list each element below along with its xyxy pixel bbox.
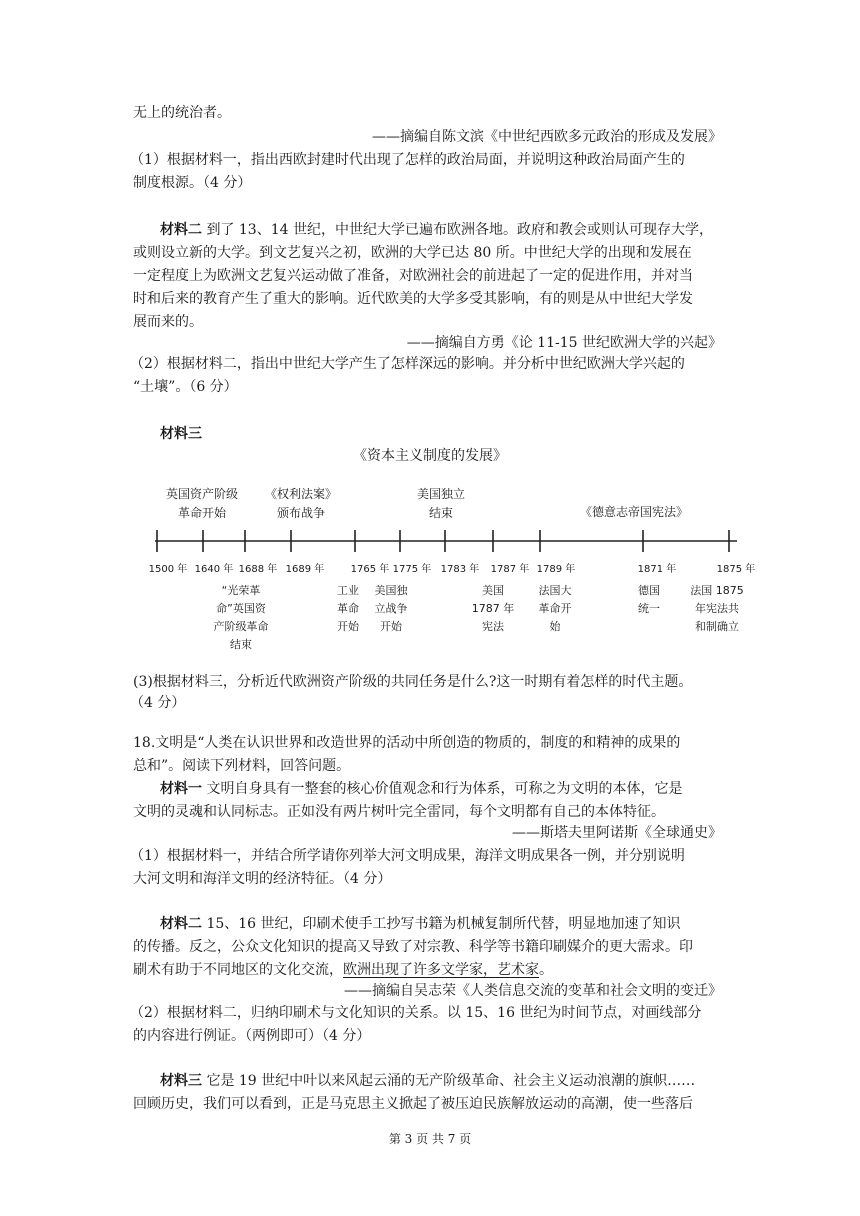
timeline-event-label: “光荣革 xyxy=(221,584,261,597)
question-3-cont: （4 分） xyxy=(130,695,186,711)
material-text: 15、16 世纪，印刷术使手工抄写书籍为机械复制所代替，明显地加速了知识 xyxy=(206,916,681,932)
material-1-line2: 文明的灵魂和认同标志。正如没有两片树叶完全雷同，每个文明都有自己的本体特征。 xyxy=(133,804,665,820)
timeline-year-label: 1775 年 xyxy=(392,564,432,575)
material-2b-line1 xyxy=(160,914,681,934)
timeline-event-label: 年宪法共 xyxy=(695,602,739,615)
material-3b-line2: 回顾历史，我们可以看到，正是马克思主义掀起了被压迫民族解放运动的高潮，使一些落后 xyxy=(133,1096,693,1112)
timeline-event-label: 宪法 xyxy=(482,620,504,633)
timeline-event-label: 革命 xyxy=(337,602,359,615)
material-1-line1 xyxy=(160,779,682,799)
timeline-title: 《资本主义制度的发展》 xyxy=(353,448,507,464)
material-2b-line2: 的传播。反之，公众文化知识的提高又导致了对宗教、科学等书籍印刷媒介的更大需求。印 xyxy=(133,939,693,955)
question-18-1: （1）根据材料一，并结合所学请你列举大河文明成果，海洋文明成果各一例，并分别说明 xyxy=(130,848,685,864)
timeline-event-label: 美国独 xyxy=(374,584,408,597)
timeline-year-label: 1875 年 xyxy=(716,564,756,575)
question-18-intro-cont: 总和”。阅读下列材料，回答问题。 xyxy=(133,758,351,774)
timeline-event-label: 德国 xyxy=(638,584,660,597)
underlined-text: 欧洲出现了许多文学家，艺术家 xyxy=(343,962,539,978)
timeline-event-label: 产阶级革命 xyxy=(213,620,269,633)
material-label: 材料二 xyxy=(160,222,202,238)
timeline-event-label: 开始 xyxy=(380,620,402,633)
timeline-year-label: 1689 年 xyxy=(285,564,325,575)
material-label: 材料三 xyxy=(160,1073,202,1089)
material-label: 材料二 xyxy=(160,916,202,932)
material-text: 。 xyxy=(539,962,553,978)
timeline-event-label: 《权利法案》 xyxy=(264,487,338,501)
material-text: 文明自身具有一整套的核心价值观念和行为体系，可称之为文明的本体，它是 xyxy=(206,781,683,797)
timeline-event-label: 始 xyxy=(549,620,561,633)
timeline-event-label: 英国资产阶级 xyxy=(165,487,239,501)
timeline-event-label: 法国大 xyxy=(538,584,572,597)
question-2-cont: “土壤”。（6 分） xyxy=(133,379,238,395)
material-2-line2: 或则设立新的大学。到文艺复兴之初，欧洲的大学已达 80 所。中世纪大学的出现和发展在 xyxy=(133,245,692,261)
source-citation: ——斯塔夫里阿诺斯《全球通史》 xyxy=(512,825,722,841)
timeline-year-label: 1688 年 xyxy=(238,564,278,575)
timeline-event-label: 命”英国资 xyxy=(216,602,266,615)
material-text: 到了 13、14 世纪，中世纪大学已遍布欧洲各地。政府和教会或则认可现存大学， xyxy=(206,222,713,238)
timeline-event-label: 革命开始 xyxy=(177,506,227,520)
timeline-year-label: 1783 年 xyxy=(440,564,480,575)
question-18-1-cont: 大河文明和海洋文明的经济特征。（4 分） xyxy=(133,871,392,887)
timeline-event-label: 1787 年 xyxy=(471,602,515,615)
timeline-year-label: 1787 年 xyxy=(490,564,530,575)
timeline-event-label: 开始 xyxy=(337,620,359,633)
timeline-year-label: 1871 年 xyxy=(637,564,677,575)
material-2-line5: 展而来的。 xyxy=(133,314,203,330)
timeline-event-label: 法国 1875 xyxy=(690,584,744,597)
material-2-line4: 时和后来的教育产生了重大的影响。近代欧美的大学多受其影响，有的则是从中世纪大学发 xyxy=(133,291,693,307)
timeline-event-label: 颁布战争 xyxy=(276,506,326,520)
text-line: 无上的统治者。 xyxy=(133,105,231,121)
timeline-event-label: 《德意志帝国宪法》 xyxy=(579,505,689,519)
timeline-event-label: 美国 xyxy=(482,584,504,597)
timeline-year-label: 1500 年 xyxy=(148,564,188,575)
question-3: (3)根据材料三，分析近代欧洲资产阶级的共同任务是什么?这一时期有着怎样的时代主题。 xyxy=(133,674,693,690)
timeline-year-label: 1765 年 xyxy=(350,564,390,575)
timeline-event-label: 工业 xyxy=(337,584,359,597)
question-1-cont: 制度根源。（4 分） xyxy=(133,175,252,191)
source-citation: ——摘编自方勇《论 11-15 世纪欧洲大学的兴起》 xyxy=(406,335,722,351)
material-text: 它是 19 世纪中叶以来风起云涌的无产阶级革命、社会主义运动浪潮的旗帜…… xyxy=(206,1073,696,1089)
question-18-2-cont: 的内容进行例证。（两例即可）（4 分） xyxy=(133,1028,371,1044)
timeline-year-label: 1640 年 xyxy=(194,564,234,575)
timeline-event-label: 和制确立 xyxy=(695,620,739,633)
material-label: 材料一 xyxy=(160,781,202,797)
question-18-2: （2）根据材料二，归纳印刷术与文化知识的关系。以 15、16 世纪为时间节点，对画线部分 xyxy=(130,1005,702,1021)
timeline-event-label: 美国独立 xyxy=(416,487,466,501)
material-label: 材料三 xyxy=(160,426,202,442)
timeline-event-label: 结束 xyxy=(428,506,454,520)
question-1: （1）根据材料一，指出西欧封建时代出现了怎样的政治局面，并说明这种政治局面产生的 xyxy=(130,152,685,168)
source-citation: ——摘编自陈文滨《中世纪西欧多元政治的形成及发展》 xyxy=(372,129,722,145)
question-2: （2）根据材料二，指出中世纪大学产生了怎样深远的影响。并分析中世纪欧洲大学兴起的 xyxy=(130,356,685,372)
material-3b-line1 xyxy=(160,1071,695,1091)
material-2b-line3 xyxy=(133,960,553,980)
page-footer: 第 3 页 共 7 页 xyxy=(388,1132,472,1146)
material-text: 刷术有助于不同地区的文化交流， xyxy=(133,962,343,978)
timeline-event-label: 结束 xyxy=(230,638,252,651)
material-2-line3: 一定程度上为欧洲文艺复兴运动做了准备，对欧洲社会的前进起了一定的促进作用，并对当 xyxy=(133,268,693,284)
timeline-event-label: 革命开 xyxy=(538,602,572,615)
source-citation: ——摘编自吴志荣《人类信息交流的变革和社会文明的变迁》 xyxy=(344,983,722,999)
timeline-event-label: 统一 xyxy=(638,602,660,615)
timeline-event-label: 立战争 xyxy=(374,602,408,615)
timeline-year-label: 1789 年 xyxy=(536,564,576,575)
question-18-intro: 18.文明是“人类在认识世界和改造世界的活动中所创造的物质的，制度的和精神的成果的 xyxy=(133,735,681,751)
